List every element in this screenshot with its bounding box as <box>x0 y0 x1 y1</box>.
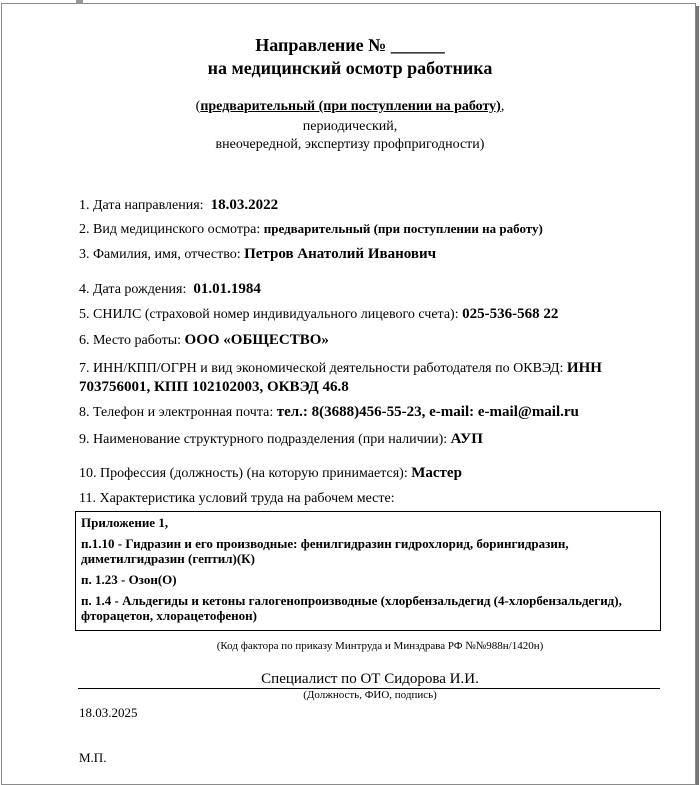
field-department <box>79 430 639 449</box>
factor-code-note: (Код фактора по приказу Минтруда и Минздрава РФ №№988н/1420н) <box>216 640 544 652</box>
field-value: 01.01.1984 <box>193 281 261 297</box>
exam-type-selected-line <box>0 97 700 116</box>
conditions-item: п.1.10 - Гидразин и его производные: фенилгидразин гидрохлорид, борингидразин, диметилгидразин (гептил)(К) <box>81 536 569 566</box>
sign-date: 18.03.2025 <box>79 705 138 720</box>
field-label: 9. Наименование структурного подразделения (при наличии): <box>79 432 448 447</box>
field-value: тел.: 8(3688)456-55-23, e-mail: e-mail@mail.ru <box>276 404 579 420</box>
field-referral-date <box>79 196 639 215</box>
field-label: 7. ИНН/КПП/ОГРН и вид экономической деятельности работодателя по ОКВЭД: <box>79 361 564 376</box>
field-profession <box>79 464 639 483</box>
field-birth-date <box>79 280 639 299</box>
field-label: 1. Дата направления: <box>79 198 204 213</box>
field-workplace <box>79 331 639 350</box>
field-value: ИНН 703756001, КПП 102102003, ОКВЭД 46.8 <box>79 360 602 395</box>
field-employer-ids <box>79 359 619 397</box>
comma: , <box>500 99 505 114</box>
field-label: 5. СНИЛС (страховой номер индивидуального лицевого счета): <box>79 307 459 322</box>
stamp-place: М.П. <box>79 750 107 765</box>
field-work-conditions <box>79 489 639 508</box>
exam-type-other: внеочередной, экспертизу профпригодности) <box>215 137 485 152</box>
field-label: 10. Профессия (должность) (на которую принимается): <box>79 466 408 481</box>
field-label: 2. Вид медицинского осмотра: <box>79 222 261 237</box>
field-contacts <box>79 403 639 422</box>
exam-type-selected: предварительный (при поступлении на работу) <box>200 99 501 114</box>
field-value: 18.03.2022 <box>210 197 279 213</box>
conditions-item: п. 1.4 - Альдегиды и кетоны галогенопроизводные (хлорбензальдегид (4-хлорбензальдегид), фторацетон, хлорацетофенон) <box>81 593 622 623</box>
work-conditions-box <box>75 511 661 631</box>
signature-caption: (Должность, ФИО, подпись) <box>303 689 437 701</box>
field-value: ООО «ОБЩЕСТВО» <box>184 332 329 348</box>
field-label: 3. Фамилия, имя, отчество: <box>79 247 241 262</box>
field-value: 025-536-568 22 <box>462 306 559 322</box>
document-title: Направление № ______ <box>255 35 445 55</box>
field-value: Мастер <box>411 465 462 481</box>
field-full-name <box>79 245 639 264</box>
field-snils <box>79 305 639 324</box>
field-value: АУП <box>450 431 483 447</box>
field-value: Петров Анатолий Иванович <box>244 246 437 262</box>
field-exam-type <box>79 220 639 239</box>
field-label: 6. Место работы: <box>79 333 182 348</box>
conditions-item: п. 1.23 - Озон(О) <box>81 572 177 587</box>
field-label: 4. Дата рождения: <box>79 282 187 297</box>
field-label: 11. Характеристика условий труда на рабочем месте: <box>79 491 395 506</box>
document-subtitle: на медицинский осмотр работника <box>207 58 493 78</box>
open-paren: ( <box>195 99 201 114</box>
field-label: 8. Телефон и электронная почта: <box>79 405 274 420</box>
conditions-heading: Приложение 1, <box>81 515 169 530</box>
specialist-name: Специалист по ОТ Сидорова И.И. <box>261 671 479 687</box>
exam-type-periodic: периодический, <box>302 119 398 134</box>
field-value: предварительный (при поступлении на работу) <box>263 221 543 236</box>
